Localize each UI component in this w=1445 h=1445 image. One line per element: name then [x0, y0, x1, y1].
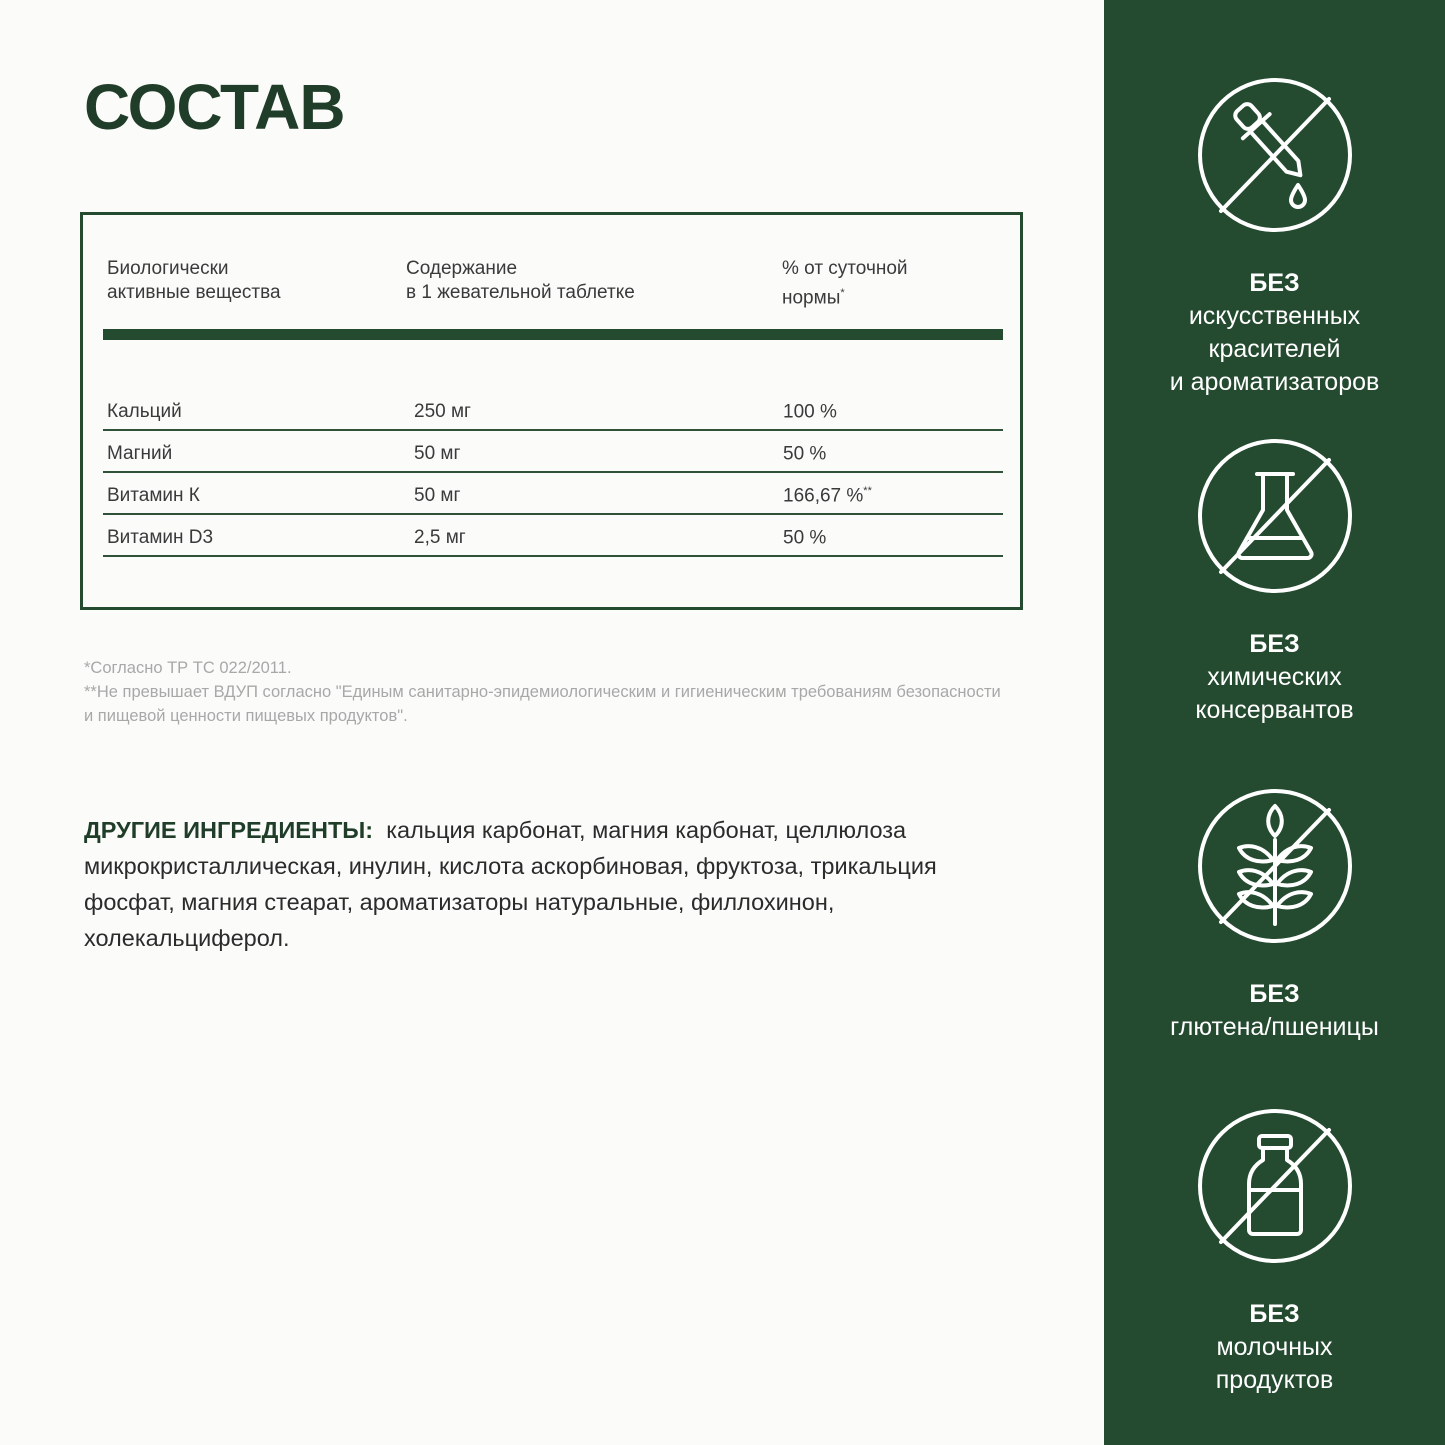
footnote-2: **Не превышает ВДУП согласно "Единым санитарно-эпидемиологическим и гигиеническим требованиям безопасности и пищевой ценности пищевых продуктов". — [84, 683, 1001, 725]
header-daily-percent: % от суточной нормы* — [782, 258, 908, 309]
table-row: Магний 50 мг 50 % — [103, 431, 1003, 473]
no-milk-icon — [1197, 1108, 1353, 1264]
no-flask-icon — [1197, 438, 1353, 594]
table-row: Витамин D3 2,5 мг 50 % — [103, 515, 1003, 557]
no-dropper-icon — [1197, 77, 1353, 233]
feature-no-dairy: БЕЗ молочных продуктов — [1104, 1108, 1445, 1397]
page-title: СОСТАВ — [84, 71, 345, 143]
composition-table — [80, 212, 1023, 610]
table-row: Витамин К 50 мг 166,67 %** — [103, 473, 1003, 515]
features-panel — [1104, 0, 1445, 1445]
footnote-mark: * — [840, 287, 845, 299]
other-ingredients — [84, 812, 1024, 956]
footnotes — [84, 656, 1014, 728]
ingredients-text: кальция карбонат, магния карбонат, целлюлоза микрокристаллическая, инулин, кислота аскорбиновая, фруктоза, трикальция фосфат, магния стеарат, ароматизаторы натуральные, филлохинон, холекальциферол. — [84, 817, 937, 951]
header-divider — [103, 329, 1003, 340]
footnote-1: *Согласно ТР ТС 022/2011. — [84, 659, 292, 677]
table-row: Кальций 250 мг 100 % — [103, 389, 1003, 431]
ingredients-label: ДРУГИЕ ИНГРЕДИЕНТЫ: — [84, 817, 374, 843]
feature-no-gluten: БЕЗ глютена/пшеницы — [1104, 788, 1445, 1044]
feature-no-additives: БЕЗ искусственных красителей и ароматизаторов — [1104, 77, 1445, 399]
feature-no-preservatives: БЕЗ химических консервантов — [1104, 438, 1445, 727]
no-wheat-icon — [1197, 788, 1353, 944]
header-substances: Биологически активные вещества — [107, 258, 281, 303]
footnote-mark: ** — [863, 484, 872, 497]
header-content: Содержание в 1 жевательной таблетке — [406, 258, 635, 303]
